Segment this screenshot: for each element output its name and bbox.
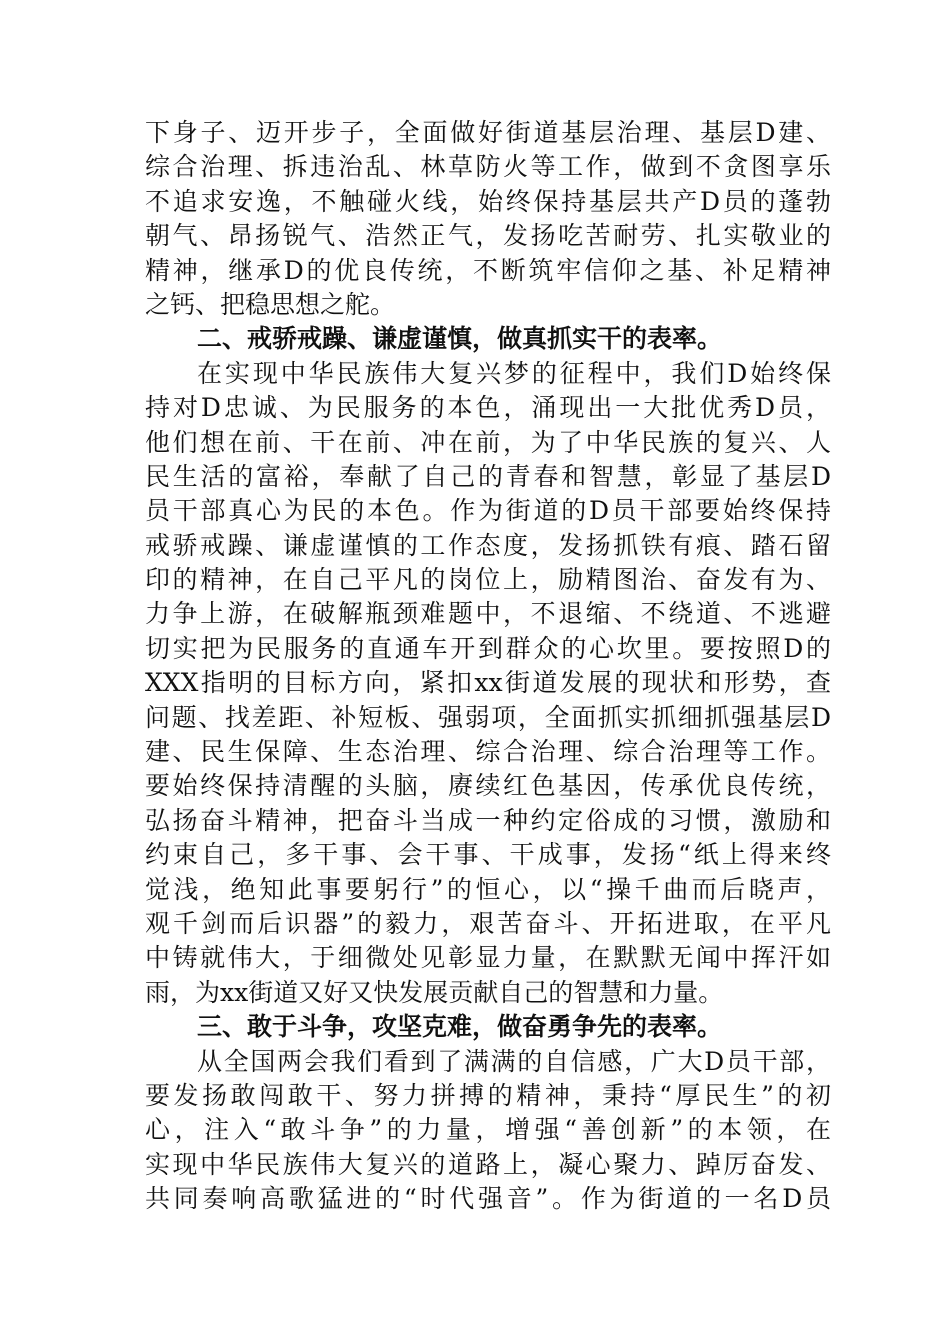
section-heading [145,1010,831,1044]
text-line: 建、民生保障、生态治理、综合治理、综合治理等工作。 [145,737,831,767]
text-line: 共同奏响高歌猛进的“时代强音”。作为街道的一名D员 [145,1184,831,1214]
text-line: 综合治理、拆违治乱、林草防火等工作，做到不贪图享乐 [145,152,831,182]
text-line: 印的精神，在自己平凡的岗位上，励精图治、奋发有为、 [145,565,831,595]
text-line: 民生活的富裕，奉献了自己的青春和智慧，彰显了基层D [145,461,831,491]
text-line: 他们想在前、干在前、冲在前，为了中华民族的复兴、人 [145,427,831,457]
text-line: 觉浅，绝知此事要躬行”的恒心，以“操千曲而后晓声， [145,874,831,904]
text-line: 观千剑而后识器”的毅力，艰苦奋斗、开拓进取，在平凡 [145,908,831,938]
paragraph [145,357,831,1010]
paragraph [145,116,831,322]
text-line: 从全国两会我们看到了满满的自信感，广大D员干部， [197,1046,831,1076]
text-line: 下身子、迈开步子，全面做好街道基层治理、基层D建、 [145,118,831,147]
text-line: 要发扬敢闯敢干、努力拼搏的精神，秉持“厚民生”的初 [145,1080,831,1110]
text-line: 在实现中华民族伟大复兴梦的征程中，我们D始终保 [197,358,831,388]
text-line: 问题、找差距、补短板、强弱项，全面抓实抓细抓强基层D [145,702,831,732]
text-line: 雨，为xx街道又好又快发展贡献自己的智慧和力量。 [145,977,724,1007]
text-line: 持对D忠诚、为民服务的本色，涌现出一大批优秀D员， [145,393,831,423]
text-line: 精神，继承D的优良传统，不断筑牢信仰之基、补足精神 [145,255,831,285]
text-line: 戒骄戒躁、谦虚谨慎的工作态度，发扬抓铁有痕、踏石留 [145,530,831,560]
text-line: 约束自己，多干事、会干事、干成事，发扬“纸上得来终 [145,840,831,870]
text-line: 要始终保持清醒的头脑，赓续红色基因，传承优良传统， [145,771,831,801]
document-body [145,116,831,1217]
text-line: 不追求安逸，不触碰火线，始终保持基层共产D员的蓬勃 [145,186,831,216]
text-line: 心，注入“敢斗争”的力量，增强“善创新”的本领，在 [145,1115,831,1145]
text-line: 员干部真心为民的本色。作为街道的D员干部要始终保持 [145,496,831,526]
text-line: 弘扬奋斗精神，把奋斗当成一种约定俗成的习惯，激励和 [145,805,831,835]
text-line: 朝气、昂扬锐气、浩然正气，发扬吃苦耐劳、扎实敬业的 [145,221,831,251]
heading-text: 三、敢于斗争，攻坚克难，做奋勇争先的表率。 [197,1012,723,1042]
heading-text: 二、戒骄戒躁、谦虚谨慎，做真抓实干的表率。 [197,324,723,354]
text-line: 实现中华民族伟大复兴的道路上，凝心聚力、踔厉奋发、 [145,1149,831,1179]
section-heading [145,322,831,356]
text-line: 切实把为民服务的直通车开到群众的心坎里。要按照D的 [145,633,831,663]
paragraph [145,1045,831,1217]
text-line: 中铸就伟大，于细微处见彰显力量，在默默无闻中挥汗如 [145,943,831,973]
text-line: 之钙、把稳思想之舵。 [145,289,396,319]
text-line: XXX指明的目标方向，紧扣xx街道发展的现状和形势，查 [145,668,831,698]
text-line: 力争上游，在破解瓶颈难题中，不退缩、不绕道、不逃避 [145,599,831,629]
